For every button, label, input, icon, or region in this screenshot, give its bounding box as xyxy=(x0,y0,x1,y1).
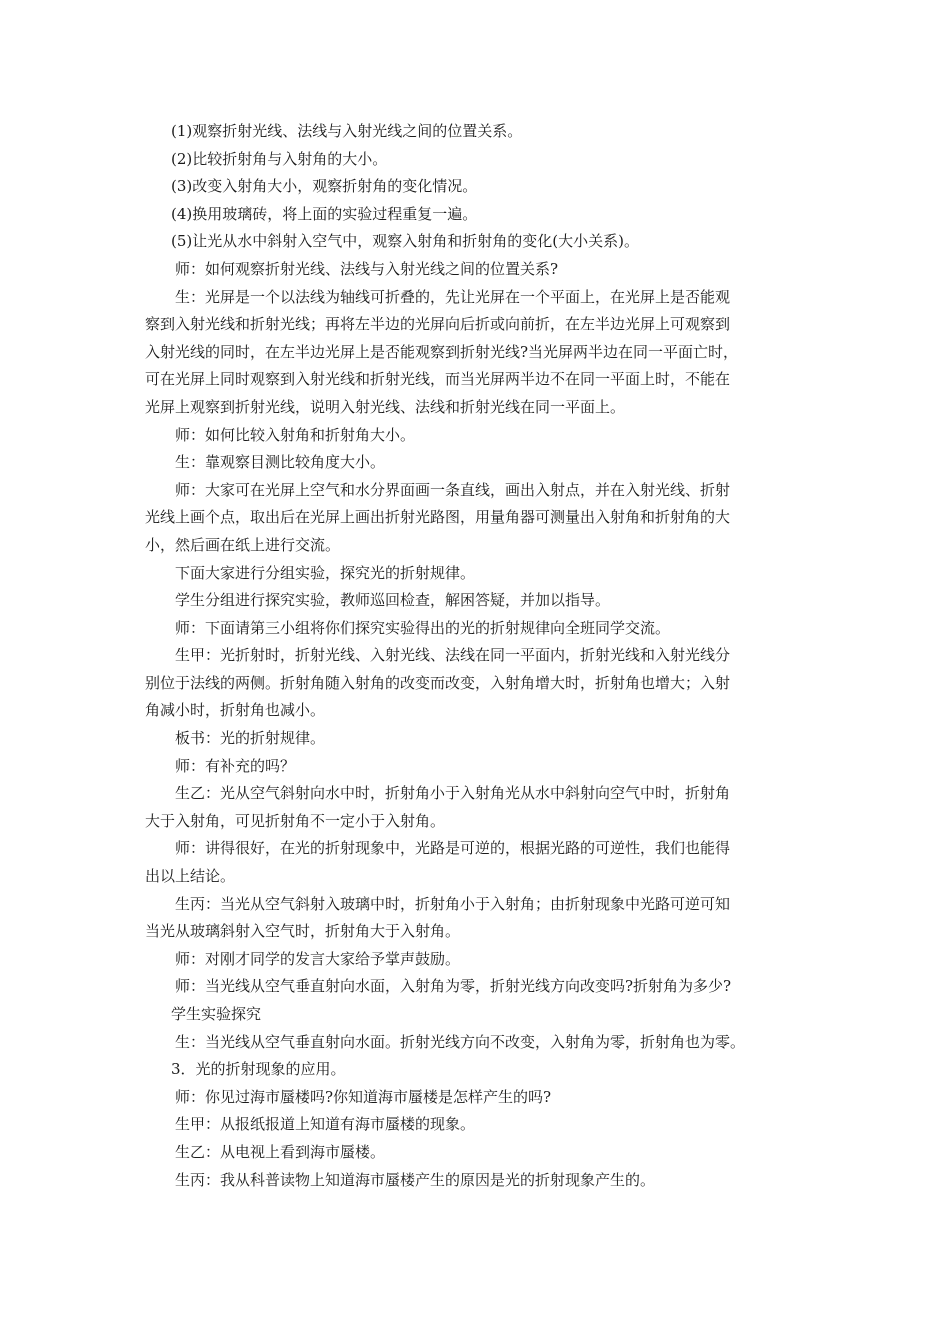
text-line: 生乙：光从空气斜射向水中时，折射角小于入射角光从水中斜射向空气中时，折射角 xyxy=(175,784,731,803)
text-line: 光线上画个点，取出后在光屏上画出折射光路图，用量角器可测量出入射角和折射角的大 xyxy=(145,508,731,527)
text-line: (1)观察折射光线、法线与入射光线之间的位置关系。 xyxy=(171,122,523,140)
text-line: 生丙：当光从空气斜射入玻璃中时，折射角小于入射角；由折射现象中光路可逆可知 xyxy=(175,894,731,913)
text-line: (4)换用玻璃砖，将上面的实验过程重复一遍。 xyxy=(171,204,478,223)
text-line: 师：如何比较入射角和折射角大小。 xyxy=(175,425,416,444)
text-line: (2)比较折射角与入射角的大小。 xyxy=(171,149,388,168)
text-line: 当光从玻璃斜射入空气时，折射角大于入射角。 xyxy=(145,922,461,941)
text-line: 师：下面请第三小组将你们探究实验得出的光的折射规律向全班同学交流。 xyxy=(175,618,671,637)
text-line: 生：当光线从空气垂直射向水面。折射光线方向不改变，入射角为零，折射角也为零。 xyxy=(175,1032,746,1051)
text-line: 师：你见过海市蜃楼吗?你知道海市蜃楼是怎样产生的吗? xyxy=(175,1087,552,1106)
text-line: 下面大家进行分组实验，探究光的折射规律。 xyxy=(175,563,476,582)
text-line: 察到入射光线和折射光线；再将左半边的光屏向后折或向前折，在左半边光屏上可观察到 xyxy=(145,315,731,334)
text-line: 出以上结论。 xyxy=(145,867,236,886)
text-line: 师：大家可在光屏上空气和水分界面画一条直线，画出入射点，并在入射光线、折射 xyxy=(175,480,731,499)
text-line: 板书：光的折射规律。 xyxy=(175,729,326,748)
text-line: 可在光屏上同时观察到入射光线和折射光线，而当光屏两半边不在同一平面上时，不能在 xyxy=(145,370,731,389)
text-line: 生甲：从报纸报道上知道有海市蜃楼的现象。 xyxy=(175,1115,476,1134)
text-line: 生：靠观察目测比较角度大小。 xyxy=(175,453,386,472)
text-line: (3)改变入射角大小，观察折射角的变化情况。 xyxy=(171,177,478,196)
text-line: 师：讲得很好，在光的折射现象中，光路是可逆的，根据光路的可逆性，我们也能得 xyxy=(175,839,731,858)
text-line: 光屏上观察到折射光线，说明入射光线、法线和折射光线在同一平面上。 xyxy=(145,397,626,416)
text-line: 学生分组进行探究实验，教师巡回检查，解困答疑，并加以指导。 xyxy=(175,591,611,610)
text-line: 师：对刚才同学的发言大家给予掌声鼓励。 xyxy=(175,949,461,968)
text-line: 大于入射角，可见折射角不一定小于入射角。 xyxy=(145,811,446,830)
text-line: 生乙：从电视上看到海市蜃楼。 xyxy=(175,1142,386,1161)
document-body xyxy=(145,118,815,1194)
text-line: 生丙：我从科普读物上知道海市蜃楼产生的原因是光的折射现象产生的。 xyxy=(175,1170,656,1189)
text-line: 生甲：光折射时，折射光线、入射光线、法线在同一平面内，折射光线和入射光线分 xyxy=(175,646,731,665)
text-line: 3．光的折射现象的应用。 xyxy=(171,1060,346,1079)
text-line: 生：光屏是一个以法线为轴线可折叠的，先让光屏在一个平面上，在光屏上是否能观 xyxy=(175,287,731,306)
text-line: (5)让光从水中斜射入空气中，观察入射角和折射角的变化(大小关系)。 xyxy=(171,232,639,251)
text-line: 学生实验探究 xyxy=(171,1005,262,1023)
text-line: 师：当光线从空气垂直射向水面，入射角为零，折射光线方向改变吗?折射角为多少? xyxy=(175,977,732,996)
text-line: 小，然后画在纸上进行交流。 xyxy=(145,535,341,554)
text-line: 别位于法线的两侧。折射角随入射角的改变而改变，入射角增大时，折射角也增大；入射 xyxy=(145,673,731,692)
text-line: 师：有补充的吗？ xyxy=(175,756,296,775)
text-line: 师：如何观察折射光线、法线与入射光线之间的位置关系? xyxy=(175,259,559,278)
text-line: 角减小时，折射角也减小。 xyxy=(145,701,326,720)
text-line: 入射光线的同时，在左半边光屏上是否能观察到折射光线?当光屏两半边在同一平面亡时， xyxy=(145,342,739,361)
